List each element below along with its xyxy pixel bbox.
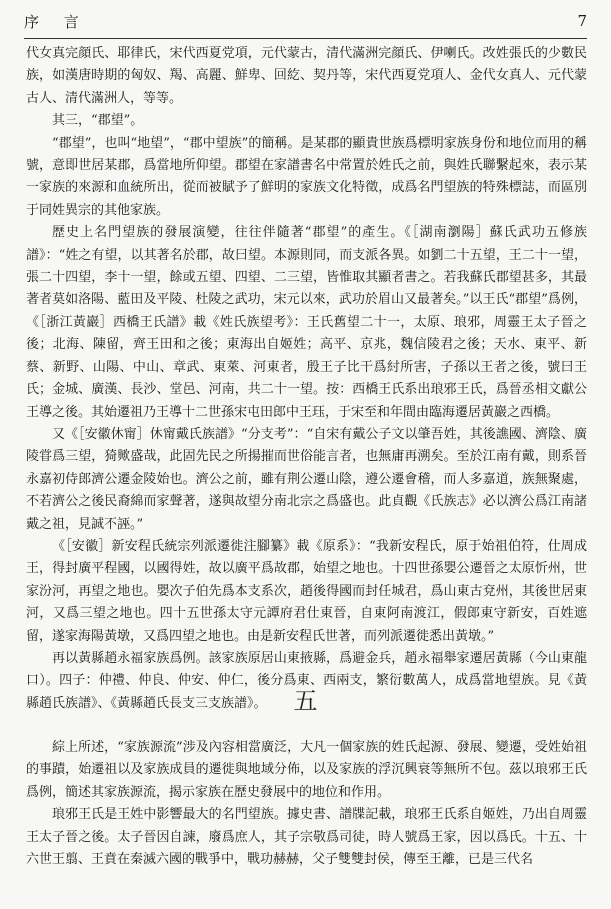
paragraph: 琅邪王氏是王姓中影響最大的名門望族。據史書、譜牒記載，琅邪王氏系自姬姓，乃出自周靈王太子晉之後。太子晉因自諫，廢爲庶人，其子宗敬爲司徒，時人號爲王家，因以爲氏。十五、十六世王翦、王賁在秦滅六國的戰爭中，戰功赫赫，父子雙雙封侯，傳至王離，已是三代名	[26, 807, 587, 868]
body-section-top	[26, 43, 587, 715]
header-title: 序 言	[24, 12, 89, 31]
running-header	[24, 8, 587, 34]
paragraph: 綜上所述，“家族源流”涉及內容相當廣泛，大凡一個家族的姓氏起源、發展、變遷，受姓始祖的事蹟，始遷祖以及家族成員的遷徙與地域分佈，以及家族的浮沉興衰等無所不包。茲以琅邪王氏爲例，簡述其家族源流，揭示家族在歷史發展中的地位和作用。	[26, 740, 587, 800]
paragraph: 其三，“郡望”。	[52, 113, 144, 129]
paragraph: 歷史上名門望族的發展演變，往往伴隨著“郡望”的產生。《［湖南瀏陽］蘇氏武功五修族譜》：“姓之有望，以其著名於郡，故曰望。本源則同，而支派各異。如劉二十五望，王二十一望，張二十四望，李十一望，餘或五望、四望、二三望，皆惟取其顯者書之。若我蘇氏郡望甚多，其最著者莫如洛陽、藍田及平陵、杜陵之武功，宋元以來，武功於眉山又最著矣。”以王氏“郡望”爲例，《［浙江黃巖］西橋王氏譜》載《姓氏族望考》：王氏舊望二十一，太原、琅邪，周靈王太子晉之後；北海、陳留，齊王田和之後；東海出自姬姓；高平、京兆，魏信陵君之後；天水、東平、新蔡、新野、山陽、中山、章武、東萊、河東者，殷王子比干爲紂所害，子孫以王者之後，號曰王氏；金城、廣漢、長沙、堂邑、河南，共二十一望。按：西橋王氏系出琅邪王氏，爲晉丞相文獻公王導之後。其始遷祖乃王導十二世孫宋屯田郎中王珏，于宋至和年間由臨海遷居黃巖之西橋。	[26, 225, 587, 420]
paragraph: 《［安徽］新安程氏統宗列派遷徙注腳纂》載《原系》：“我新安程氏，原于始祖伯符，仕周成王，得封廣平程國，以國得姓，故以廣平爲故郡，始望之地也。十四世孫嬰公遷晉之太原忻州，世家汾河，再望之地也。嬰次子伯先爲本支系次，趙後得國而封任城君，爲山東古兗州，其後世居東河，又爲三望之地也。四十五世孫太守元譚府君仕東晉，自東阿南渡江，假郎東守新安，百姓遮留，遂家海陽黃墩，又爲四望之地也。由是新安程氏世著，而列派遷徙悉出黃墩。”	[26, 538, 587, 644]
header-rule	[24, 38, 587, 39]
paragraph: 又《［安徽休甯］休甯戴氏族譜》“分支考”：“自宋有戴公子文以肇吾姓，其後譙國、濟陰、廣陵甞爲三望，猗歟盛哉，此固先民之所揚摧而世俗能言者，也無庸再溯矣。至於江南有戴，則系晉永嘉初侍郎濟公遷金陵始也。濟公之前，雖有荆公遷山陰，遵公遷會稽，而人多嘉道，族無聚處，不若濟公之後民裔綿而家聲著，遂與故望分南北宗之爲盛也。此貞觀《氏族志》必以濟公爲江南諸戴之祖，見誠不誣。”	[26, 426, 587, 532]
page-number: 7	[577, 12, 587, 30]
section-heading: 五	[293, 687, 318, 715]
body-section-bottom	[26, 737, 587, 871]
paragraph: 代女真完顔氏、耶律氏，宋代西夏党項，元代蒙古，清代滿洲完顔氏、伊喇氏。改姓張氏的少數民族，如漢唐時期的匈奴、羯、高麗、鮮卑、回紇、契丹等，宋代西夏党項人、金代女真人、元代蒙古人、清代滿洲人，等等。	[26, 46, 587, 106]
paragraph: “郡望”，也叫“地望”，“郡中望族”的簡稱。是某郡的顯貴世族爲標明家族身份和地位而用的稱號，意即世居某郡，爲當地所仰望。郡望在家譜書名中常置於姓氏之前，與姓氏聯繫起來，表示某一家族的來源和血統所出，從而被賦予了鮮明的家族文化特徵，成爲名門望族的特殊標誌，而區別于同姓異宗的其他家族。	[26, 135, 587, 218]
paragraph: 再以黃縣趙永福家族爲例。該家族原居山東掖縣，爲避金兵，趙永福舉家遷居黃縣（今山東龍口）。四子：仲禮、仲良、仲安、仲仁，後分爲東、西兩支，繁衍數萬人，成爲當地望族。見《黃縣趙氏族譜》、《黃縣趙氏長支三支族譜》。	[26, 650, 587, 711]
